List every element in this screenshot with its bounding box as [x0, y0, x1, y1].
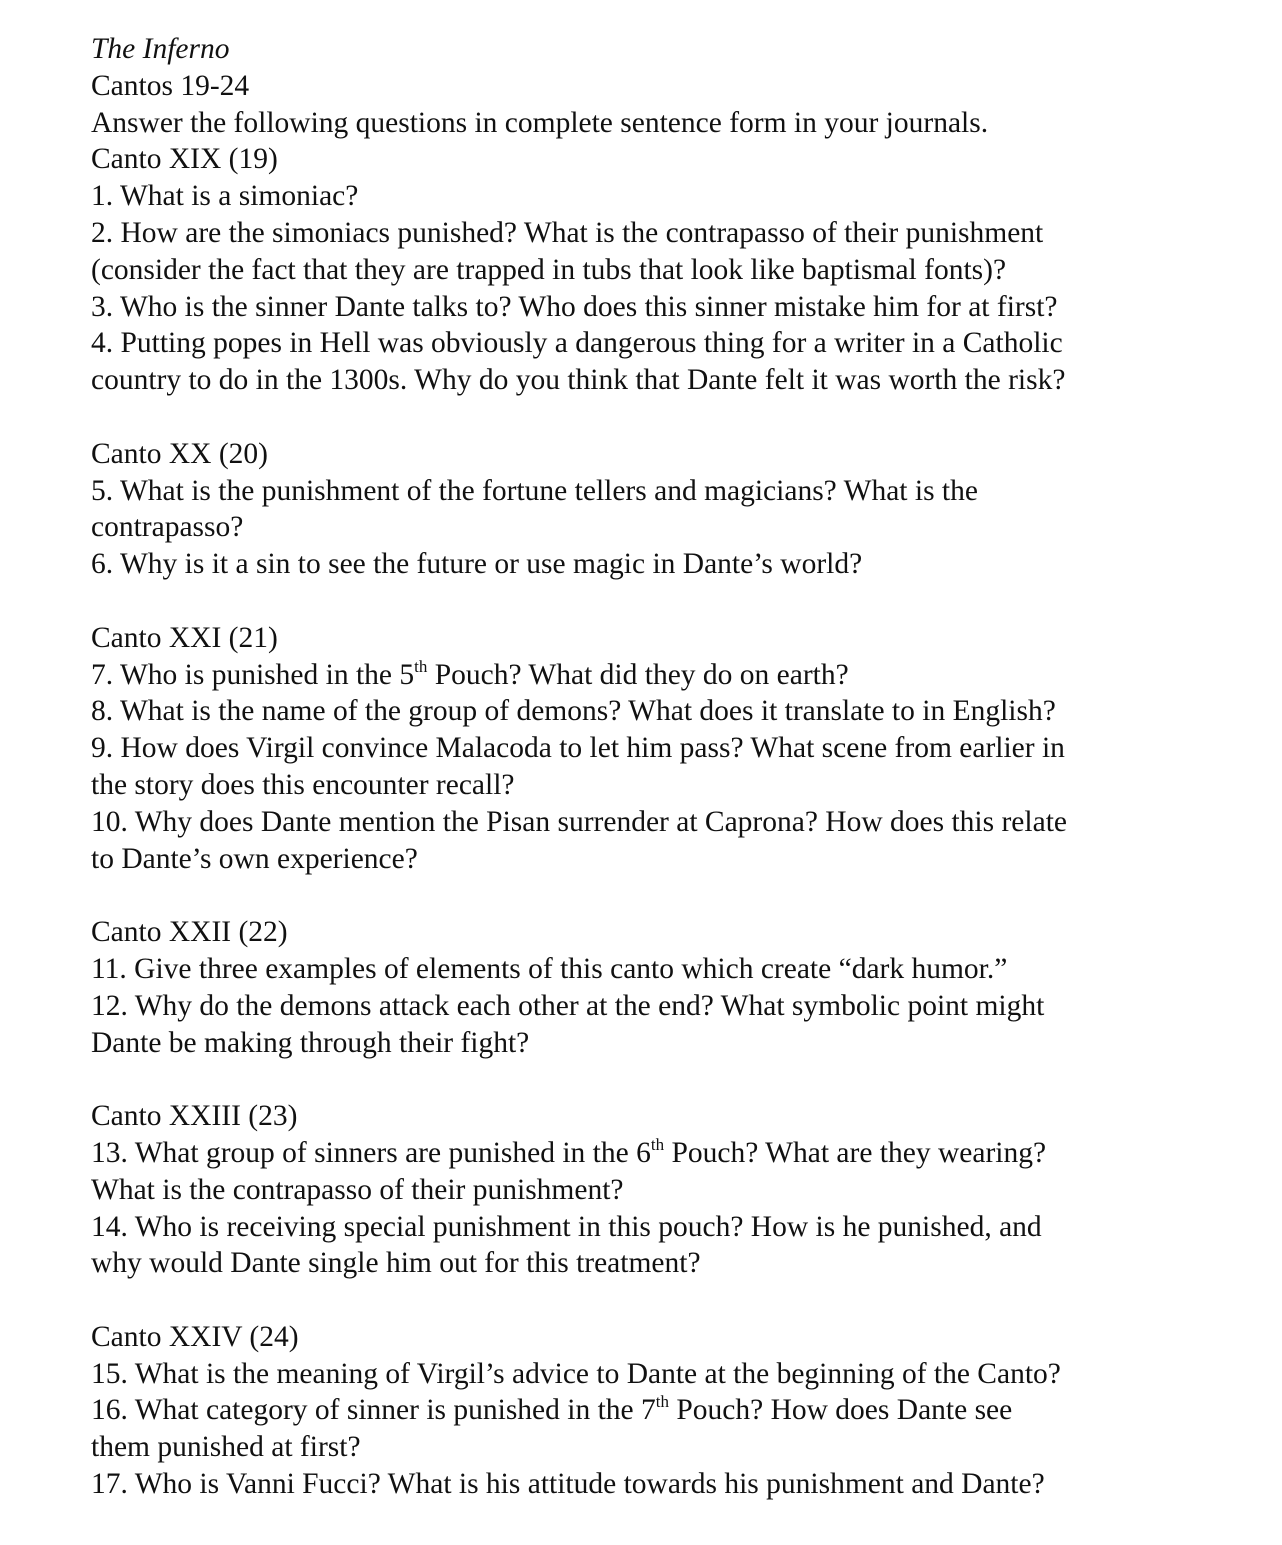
question-line — [91, 509, 1211, 546]
question-line — [91, 841, 1211, 878]
question-text: why would Dante single him out for this treatment? — [91, 1247, 701, 1280]
question-text: 3. Who is the sinner Dante talks to? Who does this sinner mistake him for at first? — [91, 290, 1058, 323]
document-subtitle: Cantos 19-24 — [91, 69, 250, 102]
canto-heading: Canto XIX (19) — [91, 143, 278, 176]
blank-line — [91, 399, 1211, 436]
question-text: 1. What is a simoniac? — [91, 180, 359, 213]
question-line — [91, 252, 1211, 289]
question-text: What is the contrapasso of their punishment? — [91, 1173, 624, 1206]
question-line — [91, 1356, 1211, 1393]
question-line — [91, 1209, 1211, 1246]
canto-heading: Canto XXI (21) — [91, 621, 278, 654]
blank-line — [91, 1061, 1211, 1098]
instructions: Answer the following questions in complete sentence form in your journals. — [91, 106, 989, 139]
question-text: 7. Who is punished in the 5 — [91, 658, 415, 691]
ordinal-superscript: th — [650, 1134, 665, 1154]
question-line — [91, 362, 1211, 399]
question-text: to Dante’s own experience? — [91, 842, 418, 875]
question-text-continued: Pouch? What did they do on earth? — [427, 658, 849, 691]
question-text: 17. Who is Vanni Fucci? What is his attitude towards his punishment and Dante? — [91, 1468, 1045, 1501]
question-text: 11. Give three examples of elements of this canto which create “dark humor.” — [91, 952, 1008, 985]
question-line — [91, 693, 1211, 730]
question-text: 9. How does Virgil convince Malacoda to let him pass? What scene from earlier in — [91, 732, 1065, 765]
question-line — [91, 1172, 1211, 1209]
document-page — [91, 31, 1211, 1503]
question-line — [91, 178, 1211, 215]
blank-line — [91, 1282, 1211, 1319]
question-text: 13. What group of sinners are punished in the 6 — [91, 1136, 651, 1169]
blank-line — [91, 583, 1211, 620]
question-line — [91, 1429, 1211, 1466]
question-line — [91, 1392, 1211, 1429]
question-line — [91, 767, 1211, 804]
question-text: them punished at first? — [91, 1431, 361, 1464]
canto-section — [91, 914, 1211, 1061]
canto-section — [91, 141, 1211, 399]
question-line — [91, 215, 1211, 252]
canto-section — [91, 620, 1211, 878]
question-line — [91, 1466, 1211, 1503]
question-text: Dante be making through their fight? — [91, 1026, 530, 1059]
question-text: 14. Who is receiving special punishment in this pouch? How is he punished, and — [91, 1210, 1042, 1243]
question-text: 4. Putting popes in Hell was obviously a dangerous thing for a writer in a Catholic — [91, 327, 1063, 360]
question-text: 15. What is the meaning of Virgil’s advice to Dante at the beginning of the Canto? — [91, 1357, 1061, 1390]
canto-section — [91, 1319, 1211, 1503]
question-line — [91, 657, 1211, 694]
question-text-continued: Pouch? What are they wearing? — [664, 1136, 1047, 1169]
question-text-continued: Pouch? How does Dante see — [668, 1394, 1013, 1427]
question-line — [91, 1135, 1211, 1172]
question-text: contrapasso? — [91, 511, 244, 544]
canto-section — [91, 1098, 1211, 1282]
question-line — [91, 951, 1211, 988]
question-text: 16. What category of sinner is punished in the 7 — [91, 1394, 656, 1427]
question-line — [91, 804, 1211, 841]
question-line — [91, 546, 1211, 583]
question-text: the story does this encounter recall? — [91, 768, 515, 801]
question-text: country to do in the 1300s. Why do you think that Dante felt it was worth the risk? — [91, 364, 1066, 397]
canto-section — [91, 436, 1211, 583]
ordinal-superscript: th — [414, 656, 428, 676]
canto-heading: Canto XXIV (24) — [91, 1320, 299, 1353]
canto-heading: Canto XXIII (23) — [91, 1100, 298, 1133]
question-text: 2. How are the simoniacs punished? What is the contrapasso of their punishment — [91, 216, 1044, 249]
canto-heading: Canto XXII (22) — [91, 916, 288, 949]
ordinal-superscript: th — [655, 1392, 669, 1412]
question-line — [91, 1025, 1211, 1062]
blank-line — [91, 877, 1211, 914]
question-line — [91, 289, 1211, 326]
question-line — [91, 473, 1211, 510]
document-title: The Inferno — [91, 33, 230, 65]
question-line — [91, 1245, 1211, 1282]
question-line — [91, 730, 1211, 767]
sections — [91, 141, 1211, 1502]
question-text: (consider the fact that they are trapped in tubs that look like baptismal fonts)? — [91, 253, 1007, 286]
question-text: 5. What is the punishment of the fortune tellers and magicians? What is the — [91, 474, 978, 507]
question-line — [91, 325, 1211, 362]
canto-heading: Canto XX (20) — [91, 437, 268, 470]
question-text: 8. What is the name of the group of demons? What does it translate to in English? — [91, 695, 1056, 728]
question-text: 10. Why does Dante mention the Pisan surrender at Caprona? How does this relate — [91, 805, 1067, 838]
question-line — [91, 988, 1211, 1025]
question-text: 12. Why do the demons attack each other at the end? What symbolic point might — [91, 989, 1045, 1022]
question-text: 6. Why is it a sin to see the future or use magic in Dante’s world? — [91, 548, 863, 581]
